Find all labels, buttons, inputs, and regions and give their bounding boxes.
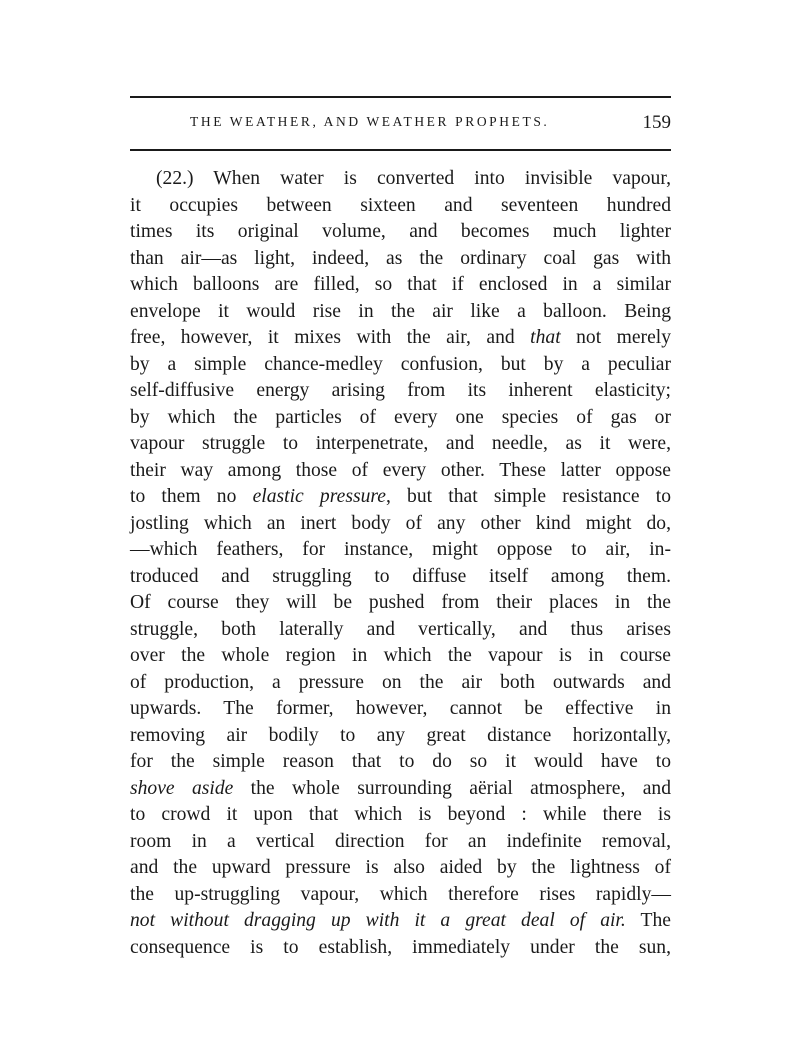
text-line [130,564,671,591]
text-segment: self-diffusive energy arising from its inherent elasticity; [130,380,671,401]
text-line [130,431,671,458]
text-line [130,272,671,299]
text-line [130,723,671,750]
text-line [130,352,671,379]
text-line [130,166,671,193]
text-line [130,749,671,776]
text-line [130,882,671,909]
text-segment: upwards. The former, however, cannot be effective in [130,698,671,719]
text-segment: of production, a pressure on the air both outwards and [130,671,671,693]
text-line [130,325,671,352]
text-segment: room in a vertical direction for an indefinite removal, [130,830,671,852]
text-segment: envelope it would rise in the air like a balloon. Being [130,300,671,322]
text-segment: Of course they will be pushed from their places in the [130,592,671,613]
text-segment: , but that simple resistance to [385,486,671,507]
running-head [130,112,671,136]
text-segment: The [625,910,671,931]
text-line [130,696,671,723]
text-line [130,511,671,538]
text-segment: consequence is to establish, immediately under the sun, [130,936,671,958]
text-line [130,829,671,856]
text-segment: struggle, both laterally and vertically, and thus arises [130,618,671,640]
text-segment: by which the particles of every one species of gas or [130,406,671,428]
text-line [130,855,671,882]
text-segment: troduced and struggling to diffuse itself among them. [130,565,671,587]
text-segment: by a simple chance-medley confusion, but by a peculiar [130,353,671,375]
text-line [130,802,671,829]
text-segment: vapour struggle to interpenetrate, and needle, as it were, [130,433,671,454]
text-line [130,299,671,326]
text-segment: not merely [560,327,672,348]
italic-phrase: elastic pressure [252,486,386,507]
text-segment: times its original volume, and becomes much lighter [130,221,671,242]
text-line [130,246,671,273]
text-segment: the whole surrounding aërial atmosphere, and [233,777,671,799]
text-segment: their way among those of every other. These latter oppose [130,459,671,481]
text-line [130,458,671,485]
italic-phrase: not without dragging up with it a great deal of air. [130,910,626,931]
page-number: 159 [642,112,671,133]
text-line [130,219,671,246]
header-bottom-rule [130,149,671,151]
text-segment: which balloons are filled, so that if enclosed in a similar [130,274,671,295]
text-segment: and the upward pressure is also aided by the lightness of [130,857,671,878]
text-segment: (22.) When water is converted into invisible vapour, [156,168,671,189]
text-line [130,378,671,405]
text-segment: than air—as light, indeed, as the ordinary coal gas with [130,247,671,269]
text-line [130,670,671,697]
text-segment: —which feathers, for instance, might oppose to air, in- [130,539,671,560]
text-line [130,405,671,432]
text-line [130,484,671,511]
italic-phrase: shove aside [130,777,234,799]
text-line [130,776,671,803]
text-segment: free, however, it mixes with the air, and [130,327,531,348]
italic-phrase: that [530,327,561,348]
text-segment: it occupies between sixteen and seventeen hundred [130,194,671,216]
body-paragraph [130,166,671,961]
text-segment: for the simple reason that to do so it would have to [130,751,671,772]
text-line [130,537,671,564]
text-line [130,590,671,617]
text-line [130,935,671,962]
text-segment: removing air bodily to any great distance horizontally, [130,724,671,746]
header-top-rule [130,96,671,98]
text-line [130,193,671,220]
text-segment: over the whole region in which the vapour is in course [130,645,671,666]
text-line [130,643,671,670]
text-line [130,908,671,935]
running-head-title: THE WEATHER, AND WEATHER PROPHETS. [190,114,550,129]
text-segment: to crowd it upon that which is beyond : while there is [130,804,671,825]
text-segment: to them no [130,486,253,507]
text-segment: jostling which an inert body of any other kind might do, [130,512,671,534]
text-segment: the up-struggling vapour, which therefore rises rapidly— [130,883,671,905]
text-line [130,617,671,644]
